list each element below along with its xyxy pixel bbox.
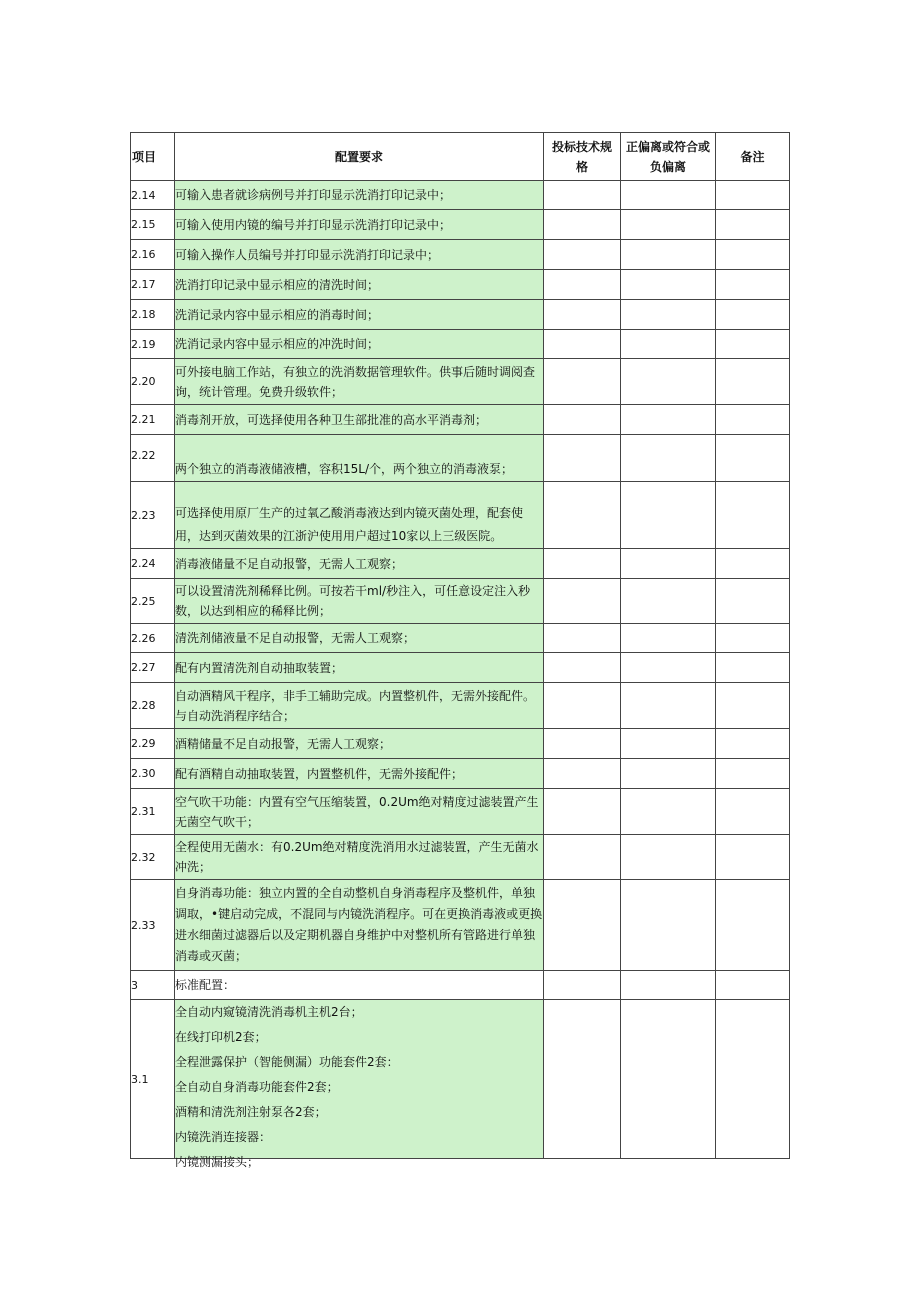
deviation-cell[interactable] (621, 549, 716, 579)
row-requirement: 自身消毒功能：独立内置的全自动整机自身消毒程序及整机件，单独调取，•键启动完成，不混同与内镜洗消程序。可在更换消毒液或更换进水细菌过滤器后以及定期机器自身维护中对整机所有管路进行单独消毒或灭菌； (175, 880, 544, 971)
bid-spec-cell[interactable] (544, 971, 621, 1000)
row-number: 2.19 (131, 330, 175, 359)
deviation-cell[interactable] (621, 835, 716, 880)
row-number: 2.15 (131, 210, 175, 240)
bid-spec-cell[interactable] (544, 683, 621, 729)
table-row (131, 729, 790, 759)
remarks-cell[interactable] (716, 240, 790, 270)
table-row (131, 624, 790, 653)
row-number: 2.32 (131, 835, 175, 880)
row-requirement: 可选择使用原厂生产的过氧乙酸消毒液达到内镜灭菌处理，配套使用，达到灭菌效果的江浙沪使用用户超过10家以上三级医院。 (175, 482, 544, 549)
bid-spec-cell[interactable] (544, 359, 621, 405)
table-row (131, 789, 790, 835)
row-number: 2.16 (131, 240, 175, 270)
row-number: 2.27 (131, 653, 175, 683)
remarks-cell[interactable] (716, 624, 790, 653)
row-requirement: 可以设置清洗剂稀释比例。可按若干ml/秒注入，可任意设定注入秒数，以达到相应的稀释比例； (175, 579, 544, 624)
bid-spec-cell[interactable] (544, 729, 621, 759)
row-requirement: 标准配置： (175, 971, 544, 1000)
table-row (131, 270, 790, 300)
row-number: 2.30 (131, 759, 175, 789)
row-requirement: 酒精储量不足自动报警，无需人工观察； (175, 729, 544, 759)
bid-spec-cell[interactable] (544, 759, 621, 789)
config-line: 全程泄露保护（智能侧漏）功能套件2套： (175, 1055, 399, 1069)
row-requirement: 洗消打印记录中显示相应的清洗时间； (175, 270, 544, 300)
deviation-cell[interactable] (621, 181, 716, 210)
deviation-cell[interactable] (621, 653, 716, 683)
row-requirement: 空气吹干功能：内置有空气压缩装置，0.2Um绝对精度过滤装置产生无菌空气吹干； (175, 789, 544, 835)
row-number: 2.25 (131, 579, 175, 624)
deviation-cell[interactable] (621, 759, 716, 789)
remarks-cell[interactable] (716, 270, 790, 300)
config-line: 全自动内窥镜清洗消毒机主机2台； (175, 1005, 363, 1019)
spec-table (130, 132, 790, 1169)
bid-spec-cell[interactable] (544, 653, 621, 683)
row-number: 3.1 (131, 1000, 175, 1159)
row-number: 2.20 (131, 359, 175, 405)
row-requirement: 洗消记录内容中显示相应的冲洗时间； (175, 330, 544, 359)
config-line: 内镜测漏接头； (175, 1155, 260, 1169)
bid-spec-cell[interactable] (544, 181, 621, 210)
bid-spec-cell[interactable] (544, 210, 621, 240)
row-number: 2.18 (131, 300, 175, 330)
table-row (131, 971, 790, 1000)
table-row (131, 300, 790, 330)
table-row (131, 240, 790, 270)
table-row (131, 759, 790, 789)
row-requirement: 可输入患者就诊病例号并打印显示洗消打印记录中； (175, 181, 544, 210)
remarks-cell[interactable] (716, 181, 790, 210)
deviation-cell[interactable] (621, 435, 716, 482)
remarks-cell[interactable] (716, 549, 790, 579)
deviation-cell[interactable] (621, 359, 716, 405)
table-row (131, 683, 790, 729)
header-bid-spec: 投标技术规格 (544, 133, 621, 181)
bid-spec-cell[interactable] (544, 482, 621, 549)
row-requirement: 两个独立的消毒液储液槽，容积15L/个，两个独立的消毒液泵； (175, 435, 544, 482)
bid-spec-cell[interactable] (544, 789, 621, 835)
row-requirement: 配有内置清洗剂自动抽取装置； (175, 653, 544, 683)
remarks-cell[interactable] (716, 759, 790, 789)
bid-spec-cell[interactable] (544, 579, 621, 624)
remarks-cell[interactable] (716, 300, 790, 330)
remarks-cell[interactable] (716, 359, 790, 405)
bid-spec-cell[interactable] (544, 405, 621, 435)
row-number: 2.21 (131, 405, 175, 435)
row-requirement: 可外接电脑工作站，有独立的洗消数据管理软件。供事后随时调阅查询，统计管理。免费升级软件； (175, 359, 544, 405)
deviation-cell[interactable] (621, 624, 716, 653)
row-number: 2.28 (131, 683, 175, 729)
remarks-cell[interactable] (716, 435, 790, 482)
table-row (131, 835, 790, 880)
remarks-cell[interactable] (716, 653, 790, 683)
row-requirement-config-list (175, 1000, 544, 1169)
table-row (131, 653, 790, 683)
remarks-cell[interactable] (716, 1000, 790, 1159)
table-row (131, 435, 790, 482)
remarks-cell[interactable] (716, 729, 790, 759)
row-number: 2.17 (131, 270, 175, 300)
config-line: 内镜洗消连接器： (175, 1130, 272, 1144)
table-header-row (131, 133, 790, 181)
row-number: 2.26 (131, 624, 175, 653)
row-requirement: 可输入操作人员编号并打印显示洗消打印记录中； (175, 240, 544, 270)
row-number: 2.33 (131, 880, 175, 971)
remarks-cell[interactable] (716, 330, 790, 359)
row-requirement: 全程使用无菌水：有0.2Um绝对精度洗消用水过滤装置，产生无菌水冲洗； (175, 835, 544, 880)
row-number: 2.31 (131, 789, 175, 835)
bid-spec-cell[interactable] (544, 624, 621, 653)
deviation-cell[interactable] (621, 482, 716, 549)
table-row (131, 482, 790, 549)
row-number: 2.22 (131, 435, 175, 482)
deviation-cell[interactable] (621, 880, 716, 971)
deviation-cell[interactable] (621, 683, 716, 729)
deviation-cell[interactable] (621, 210, 716, 240)
table-row (131, 181, 790, 210)
row-requirement: 可输入使用内镜的编号并打印显示洗消打印记录中； (175, 210, 544, 240)
remarks-cell[interactable] (716, 880, 790, 971)
table-row (131, 880, 790, 971)
row-requirement: 清洗剂储液量不足自动报警，无需人工观察； (175, 624, 544, 653)
deviation-cell[interactable] (621, 330, 716, 359)
header-requirement: 配置要求 (175, 133, 544, 181)
config-line: 全自动自身消毒功能套件2套； (175, 1080, 339, 1094)
header-deviation: 正偏离或符合或负偏离 (621, 133, 716, 181)
deviation-cell[interactable] (621, 789, 716, 835)
row-number: 2.29 (131, 729, 175, 759)
config-line: 酒精和清洗剂注射泵各2套； (175, 1105, 327, 1119)
bid-spec-cell[interactable] (544, 270, 621, 300)
table-row (131, 210, 790, 240)
deviation-cell[interactable] (621, 729, 716, 759)
table-row (131, 1000, 790, 1159)
table-row (131, 359, 790, 405)
deviation-cell[interactable] (621, 1000, 716, 1159)
row-number: 2.14 (131, 181, 175, 210)
row-number: 2.23 (131, 482, 175, 549)
bid-spec-cell[interactable] (544, 300, 621, 330)
deviation-cell[interactable] (621, 240, 716, 270)
bid-spec-cell[interactable] (544, 330, 621, 359)
remarks-cell[interactable] (716, 971, 790, 1000)
remarks-cell[interactable] (716, 835, 790, 880)
bid-spec-cell[interactable] (544, 549, 621, 579)
deviation-cell[interactable] (621, 971, 716, 1000)
deviation-cell[interactable] (621, 579, 716, 624)
row-requirement: 洗消记录内容中显示相应的消毒时间； (175, 300, 544, 330)
row-requirement: 配有酒精自动抽取装置，内置整机件，无需外接配件； (175, 759, 544, 789)
table-row (131, 579, 790, 624)
remarks-cell[interactable] (716, 789, 790, 835)
deviation-cell[interactable] (621, 300, 716, 330)
config-line: 在线打印机2套； (175, 1030, 267, 1044)
deviation-cell[interactable] (621, 270, 716, 300)
bid-spec-cell[interactable] (544, 435, 621, 482)
bid-spec-cell[interactable] (544, 835, 621, 880)
header-remarks: 备注 (716, 133, 790, 181)
row-requirement: 消毒剂开放，可选择使用各种卫生部批准的高水平消毒剂； (175, 405, 544, 435)
table-row (131, 330, 790, 359)
remarks-cell[interactable] (716, 405, 790, 435)
remarks-cell[interactable] (716, 482, 790, 549)
row-number: 3 (131, 971, 175, 1000)
header-item: 项目 (131, 133, 175, 181)
bid-spec-cell[interactable] (544, 1000, 621, 1159)
row-number: 2.24 (131, 549, 175, 579)
row-requirement: 消毒液储量不足自动报警，无需人工观察； (175, 549, 544, 579)
remarks-cell[interactable] (716, 683, 790, 729)
bid-spec-cell[interactable] (544, 240, 621, 270)
deviation-cell[interactable] (621, 405, 716, 435)
row-requirement: 自动酒精风干程序，非手工辅助完成。内置整机件，无需外接配件。与自动洗消程序结合； (175, 683, 544, 729)
remarks-cell[interactable] (716, 579, 790, 624)
table-row (131, 405, 790, 435)
remarks-cell[interactable] (716, 210, 790, 240)
bid-spec-cell[interactable] (544, 880, 621, 971)
table-row (131, 549, 790, 579)
